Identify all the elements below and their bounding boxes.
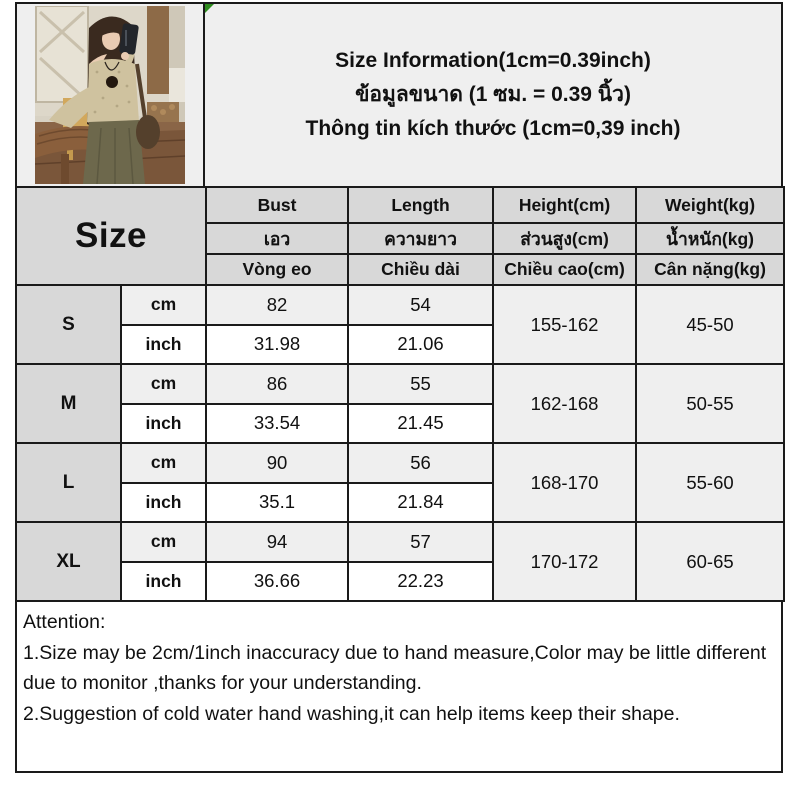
- s-length-inch: 21.06: [348, 325, 493, 365]
- xl-length-inch: 22.23: [348, 562, 493, 602]
- hand: [121, 52, 129, 60]
- col-header-length-vi: Chiều dài: [348, 254, 493, 285]
- pendant: [106, 76, 118, 88]
- table-row-l-cm: [16, 443, 784, 483]
- cabinet: [169, 68, 185, 102]
- unit-cm: cm: [121, 522, 206, 562]
- header-section: [15, 2, 783, 186]
- col-header-length-th: ความยาว: [348, 223, 493, 254]
- table-row-xl-cm: [16, 522, 784, 562]
- m-length-inch: 21.45: [348, 404, 493, 444]
- l-bust-cm: 90: [206, 443, 348, 483]
- col-header-weight-th: น้ำหนัก(kg): [636, 223, 784, 254]
- size-label-l: L: [16, 443, 121, 522]
- unit-inch: inch: [121, 325, 206, 365]
- unit-inch: inch: [121, 483, 206, 523]
- col-header-bust-th: เอว: [206, 223, 348, 254]
- size-label-s: S: [16, 285, 121, 364]
- table-row-s-cm: [16, 285, 784, 325]
- s-bust-inch: 31.98: [206, 325, 348, 365]
- attention-note-1: 1.Size may be 2cm/1inch inaccuracy due to hand measure,Color may be little different due to monitor ,thanks for your understanding.: [23, 641, 767, 694]
- table-row-m-cm: [16, 364, 784, 404]
- unit-inch: inch: [121, 404, 206, 444]
- barn-door: [36, 6, 88, 102]
- m-height-range: 162-168: [493, 364, 636, 443]
- size-label-m: M: [16, 364, 121, 443]
- m-weight-range: 50-55: [636, 364, 784, 443]
- xl-height-range: 170-172: [493, 522, 636, 601]
- size-header-cell: Size: [16, 187, 206, 285]
- m-bust-inch: 33.54: [206, 404, 348, 444]
- product-photo-cell: [17, 4, 205, 186]
- col-header-height-vi: Chiều cao(cm): [493, 254, 636, 285]
- m-length-cm: 55: [348, 364, 493, 404]
- l-length-inch: 21.84: [348, 483, 493, 523]
- col-header-height-en: Height(cm): [493, 187, 636, 223]
- col-header-weight-en: Weight(kg): [636, 187, 784, 223]
- col-header-length-en: Length: [348, 187, 493, 223]
- title-thai: ข้อมูลขนาด (1 ซม. = 0.39 นิ้ว): [355, 83, 631, 106]
- title-english: Size Information(1cm=0.39inch): [335, 49, 651, 72]
- size-chart-sheet: [15, 2, 783, 773]
- size-label-xl: XL: [16, 522, 121, 601]
- olive-pants: [83, 120, 145, 184]
- l-length-cm: 56: [348, 443, 493, 483]
- unit-inch: inch: [121, 562, 206, 602]
- m-bust-cm: 86: [206, 364, 348, 404]
- product-photo: [35, 6, 185, 184]
- xl-bust-inch: 36.66: [206, 562, 348, 602]
- l-height-range: 168-170: [493, 443, 636, 522]
- l-bust-inch: 35.1: [206, 483, 348, 523]
- s-length-cm: 54: [348, 285, 493, 325]
- s-bust-cm: 82: [206, 285, 348, 325]
- col-header-weight-vi: Cân nặng(kg): [636, 254, 784, 285]
- col-header-bust-vi: Vòng eo: [206, 254, 348, 285]
- col-header-bust-en: Bust: [206, 187, 348, 223]
- xl-weight-range: 60-65: [636, 522, 784, 601]
- attention-section: [15, 602, 783, 773]
- attention-heading: Attention:: [23, 611, 106, 633]
- unit-cm: cm: [121, 285, 206, 325]
- title-block: [205, 4, 781, 186]
- unit-cm: cm: [121, 364, 206, 404]
- xl-bust-cm: 94: [206, 522, 348, 562]
- s-height-range: 155-162: [493, 285, 636, 364]
- title-vietnamese: Thông tin kích thước (1cm=0,39 inch): [305, 117, 681, 140]
- l-weight-range: 55-60: [636, 443, 784, 522]
- xl-length-cm: 57: [348, 522, 493, 562]
- attention-note-2: 2.Suggestion of cold water hand washing,it can help items keep their shape.: [23, 702, 680, 725]
- corner-marker-icon: [205, 4, 214, 13]
- shoulder-bag: [136, 115, 160, 149]
- s-weight-range: 45-50: [636, 285, 784, 364]
- cork-panel: [147, 6, 169, 94]
- size-table: [15, 186, 785, 602]
- unit-cm: cm: [121, 443, 206, 483]
- col-header-height-th: ส่วนสูง(cm): [493, 223, 636, 254]
